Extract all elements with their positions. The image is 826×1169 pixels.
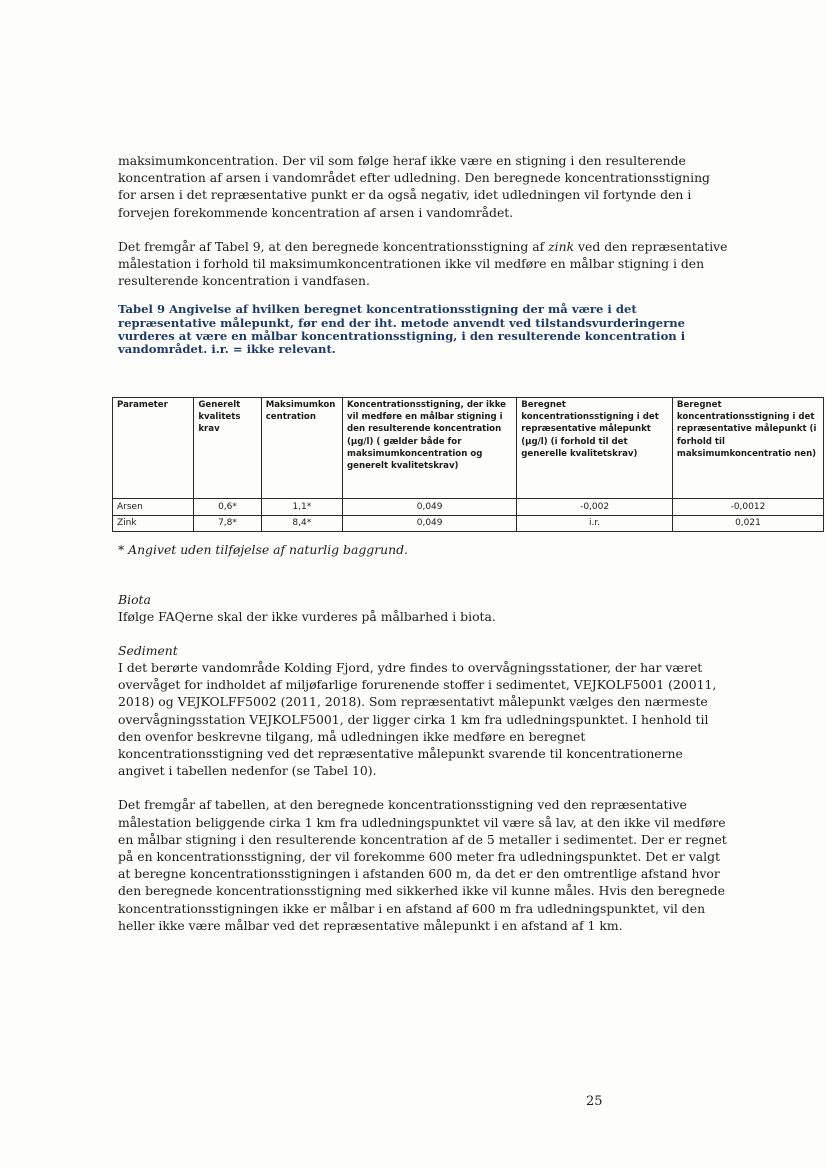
- page-number: 25: [586, 1094, 603, 1109]
- header-quality-standard: Generelt kvalitets krav: [194, 398, 261, 499]
- table-header-row: [113, 398, 824, 499]
- table-cell: Arsen: [113, 499, 194, 516]
- table-note: * Angivet uden tilføjelse af naturlig baggrund.: [118, 542, 408, 557]
- table-cell: 0,049: [343, 499, 517, 516]
- header-parameter: Parameter: [113, 398, 194, 499]
- sediment-paragraph-2: Det fremgår af tabellen, at den beregnede koncentrationsstigning ved den repræsentative målestation beliggende cirka 1 km fra udledningspunktet vil være så lav, at den ikke vil medføre en målbar stigning i den resulterende koncentration af de 5 metaller i sedimentet. Der er regnet på en koncentrationsstigning, der vil forekomme 600 meter fra udledningspunktet. Det er valgt at beregne koncentrationsstigningen i afstanden 600 m, da det er den omtrentlige afstand hvor den beregnede koncentrationsstigning med sikkerhed ikke vil kunne måles. Hvis den beregnede koncentrationsstigningen ikke er målbar i en afstand af 600 m fra udledningspunktet, vil den heller ikke være målbar ved det repræsentative målepunkt i en afstand af 1 km.: [118, 797, 727, 933]
- biota-heading: Biota: [118, 592, 151, 607]
- zinc-paragraph: [118, 238, 730, 290]
- sediment-section: [118, 642, 728, 934]
- table-cell: 0,021: [672, 515, 823, 532]
- table-cell: -0,0012: [672, 499, 823, 516]
- table-cell: -0,002: [517, 499, 673, 516]
- intro-paragraph: maksimumkoncentration. Der vil som følge heraf ikke være en stigning i den resulterende koncentration af arsen i vandområdet efter udledning. Den beregnede koncentrationsstigning for arsen i det repræsentative punkt er da også negativ, idet udledningen vil fortynde den i forvejen forekommende koncentration af arsen i vandområdet.: [118, 153, 710, 220]
- sediment-heading: Sediment: [118, 643, 178, 658]
- table-cell: 8,4*: [261, 515, 342, 532]
- sediment-paragraph-1: I det berørte vandområde Kolding Fjord, ydre findes to overvågningsstationer, der har været overvåget for indholdet af miljøfarlige forurenende stoffer i sedimentet, VEJKOLF5001 (20011, 2018) og VEJKOLFF5002 (2011, 2018). Som repræsentativt målepunkt vælges den nærmeste overvågningsstation VEJKOLF5001, der ligger cirka 1 km fra udledningspunktet. I henhold til den ovenfor beskrevne tilgang, må udledningen ikke medføre en beregnet koncentrationsstigning ved det repræsentative målepunkt svarende til koncentrationerne angivet i tabellen nedenfor (se Tabel 10).: [118, 660, 717, 779]
- zinc-paragraph-emphasis: zink: [548, 238, 575, 254]
- concentration-table: [112, 397, 824, 532]
- table-cell: i.r.: [517, 515, 673, 532]
- header-max-concentration: Maksimumkon centration: [261, 398, 342, 499]
- header-calculated-increase-general: Beregnet koncentrationsstigning i det repræsentative målepunkt (µg/l) (i forhold til det generelle kvalitetskrav): [517, 398, 673, 499]
- table-cell: 7,8*: [194, 515, 261, 532]
- top-text-block: [118, 152, 730, 357]
- table-row: [113, 499, 824, 516]
- biota-section: [118, 591, 728, 625]
- biota-text: Ifølge FAQerne skal der ikke vurderes på målbarhed i biota.: [118, 609, 496, 624]
- header-calculated-increase-max: Beregnet koncentrationsstigning i det repræsentative målepunkt (i forhold til maksimumkoncentratio nen): [672, 398, 823, 499]
- table-cell: 1,1*: [261, 499, 342, 516]
- table-cell: 0,049: [343, 515, 517, 532]
- table-cell: Zink: [113, 515, 194, 532]
- table-caption: Tabel 9 Angivelse af hvilken beregnet koncentrationsstigning der må være i det repræsentative målepunkt, før end der iht. metode anvendt ved tilstandsvurderingerne vurderes at være en målbar koncentrationsstigning, i den resulterende koncentration i vandområdet. i.r. = ikke relevant.: [118, 302, 686, 357]
- header-non-measurable-increase: Koncentrationsstigning, der ikke vil medføre en målbar stigning i den resulterende koncentration (µg/l) ( gælder både for maksimumkoncentration og generelt kvalitetskrav): [343, 398, 517, 499]
- zinc-paragraph-before: Det fremgår af Tabel 9, at den beregnede koncentrationsstigning af: [118, 238, 549, 254]
- table-cell: 0,6*: [194, 499, 261, 516]
- zinc-paragraph-after: ved den repræsentative målestation i forhold til maksimumkoncentrationen ikke vil medføre en målbar stigning i den resulterende koncentration i vandfasen.: [118, 238, 728, 289]
- table-row: [113, 515, 824, 532]
